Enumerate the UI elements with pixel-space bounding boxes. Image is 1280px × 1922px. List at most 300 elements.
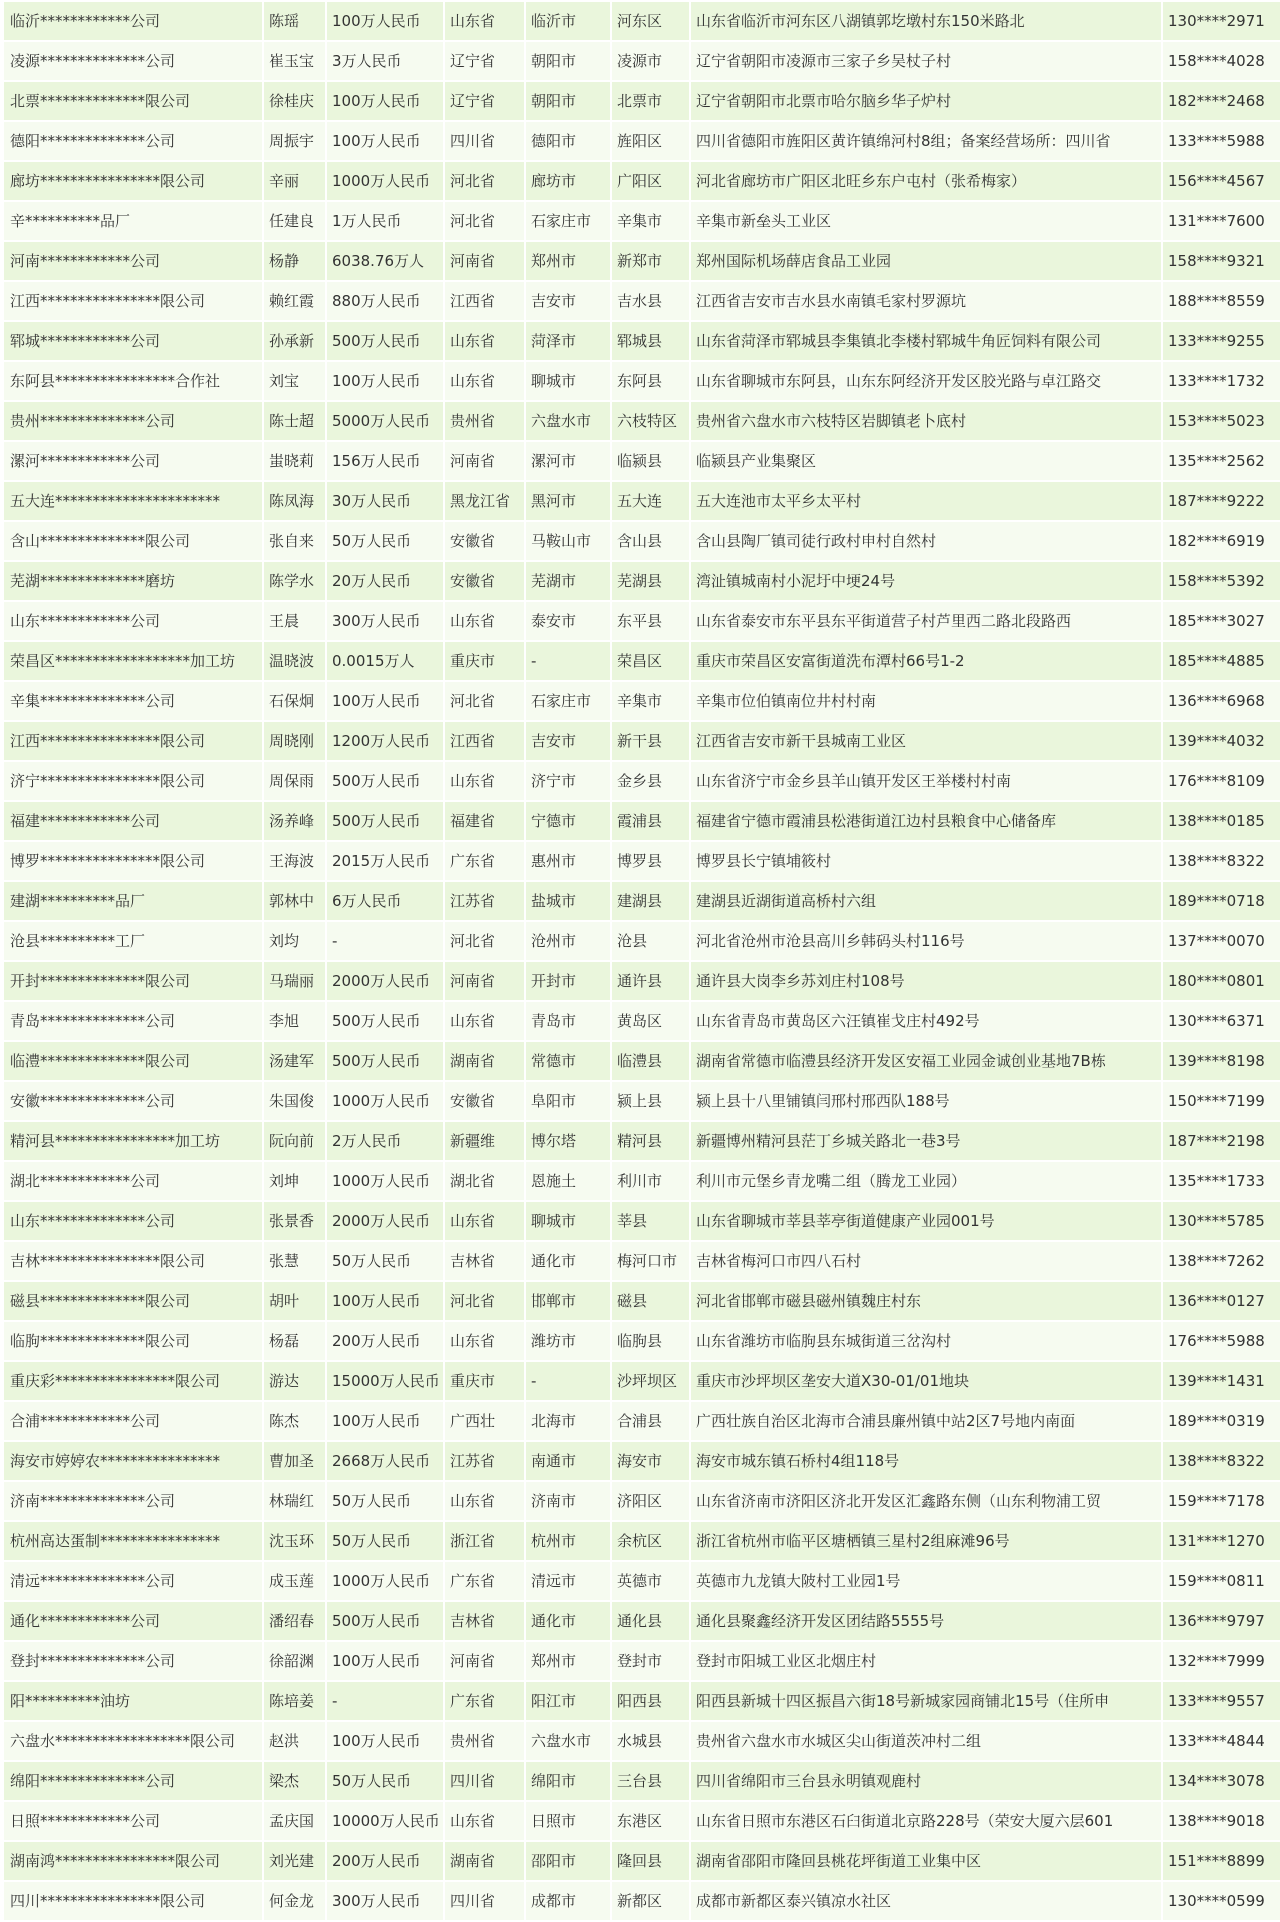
phone-cell: 189****0319 — [1163, 1402, 1280, 1440]
city-cell: 绵阳市 — [526, 1762, 610, 1800]
phone-cell: 139****8198 — [1163, 1042, 1280, 1080]
contact-cell: 孙承新 — [264, 322, 325, 360]
district-cell: 沧县 — [612, 922, 689, 960]
registered-capital-cell: 2668万人民币 — [327, 1442, 443, 1480]
contact-cell: 温晓波 — [264, 642, 325, 680]
phone-cell: 130****6371 — [1163, 1002, 1280, 1040]
city-cell: 漯河市 — [526, 442, 610, 480]
contact-cell: 徐韶渊 — [264, 1642, 325, 1680]
registered-capital-cell: 100万人民币 — [327, 1642, 443, 1680]
city-cell: 开封市 — [526, 962, 610, 1000]
city-cell: 清远市 — [526, 1562, 610, 1600]
city-cell: 博尔塔 — [526, 1122, 610, 1160]
province-cell: 湖南省 — [445, 1042, 524, 1080]
district-cell: 临澧县 — [612, 1042, 689, 1080]
company-name-cell: 漯河************公司 — [4, 442, 262, 480]
registered-capital-cell: 1万人民币 — [327, 202, 443, 240]
city-cell: 阳江市 — [526, 1682, 610, 1720]
city-cell: 北海市 — [526, 1402, 610, 1440]
province-cell: 山东省 — [445, 1002, 524, 1040]
registered-capital-cell: 500万人民币 — [327, 1042, 443, 1080]
company-name-cell: 沧县**********工厂 — [4, 922, 262, 960]
city-cell: 盐城市 — [526, 882, 610, 920]
registered-capital-cell: 1200万人民币 — [327, 722, 443, 760]
phone-cell: 136****9797 — [1163, 1602, 1280, 1640]
province-cell: 福建省 — [445, 802, 524, 840]
phone-cell: 136****0127 — [1163, 1282, 1280, 1320]
address-cell: 海安市城东镇石桥村4组118号 — [691, 1442, 1161, 1480]
phone-cell: 135****1733 — [1163, 1162, 1280, 1200]
province-cell: 四川省 — [445, 1762, 524, 1800]
address-cell: 山东省聊城市莘县莘亭街道健康产业园001号 — [691, 1202, 1161, 1240]
address-cell: 山东省泰安市东平县东平街道营子村芦里西二路北段路西 — [691, 602, 1161, 640]
registered-capital-cell: 50万人民币 — [327, 1762, 443, 1800]
registered-capital-cell: 5000万人民币 — [327, 402, 443, 440]
registered-capital-cell: 100万人民币 — [327, 2, 443, 40]
address-cell: 博罗县长宁镇埔筱村 — [691, 842, 1161, 880]
province-cell: 湖南省 — [445, 1842, 524, 1880]
contact-cell: 王晨 — [264, 602, 325, 640]
phone-cell: 153****5023 — [1163, 402, 1280, 440]
phone-cell: 131****1270 — [1163, 1522, 1280, 1560]
phone-cell: 189****0718 — [1163, 882, 1280, 920]
contact-cell: 胡叶 — [264, 1282, 325, 1320]
registered-capital-cell: 880万人民币 — [327, 282, 443, 320]
address-cell: 通许县大岗李乡苏刘庄村108号 — [691, 962, 1161, 1000]
contact-cell: 汤养峰 — [264, 802, 325, 840]
contact-cell: 成玉莲 — [264, 1562, 325, 1600]
address-cell: 河北省廊坊市广阳区北旺乡东户屯村（张希梅家） — [691, 162, 1161, 200]
district-cell: 三台县 — [612, 1762, 689, 1800]
address-cell: 湾沚镇城南村小泥圩中埂24号 — [691, 562, 1161, 600]
phone-cell: 138****7262 — [1163, 1242, 1280, 1280]
company-name-cell: 河南************公司 — [4, 242, 262, 280]
phone-cell: 139****4032 — [1163, 722, 1280, 760]
province-cell: 广西壮 — [445, 1402, 524, 1440]
contact-cell: 刘光建 — [264, 1842, 325, 1880]
district-cell: 合浦县 — [612, 1402, 689, 1440]
contact-cell: 李旭 — [264, 1002, 325, 1040]
district-cell: 临朐县 — [612, 1322, 689, 1360]
district-cell: 辛集市 — [612, 202, 689, 240]
contact-cell: 周振宇 — [264, 122, 325, 160]
company-name-cell: 山东************公司 — [4, 602, 262, 640]
district-cell: 济阳区 — [612, 1482, 689, 1520]
company-name-cell: 青岛**************公司 — [4, 1002, 262, 1040]
registered-capital-cell: 1000万人民币 — [327, 1162, 443, 1200]
province-cell: 辽宁省 — [445, 82, 524, 120]
registered-capital-cell: 156万人民币 — [327, 442, 443, 480]
city-cell: 廊坊市 — [526, 162, 610, 200]
company-name-cell: 辛**********品厂 — [4, 202, 262, 240]
province-cell: 江苏省 — [445, 1442, 524, 1480]
address-cell: 登封市阳城工业区北烟庄村 — [691, 1642, 1161, 1680]
company-name-cell: 杭州高达蛋制**************** — [4, 1522, 262, 1560]
district-cell: 含山县 — [612, 522, 689, 560]
district-cell: 郓城县 — [612, 322, 689, 360]
company-name-cell: 合浦************公司 — [4, 1402, 262, 1440]
registered-capital-cell: 2015万人民币 — [327, 842, 443, 880]
phone-cell: 131****7600 — [1163, 202, 1280, 240]
address-cell: 利川市元堡乡青龙嘴二组（腾龙工业园） — [691, 1162, 1161, 1200]
contact-cell: 汤建军 — [264, 1042, 325, 1080]
district-cell: 通化县 — [612, 1602, 689, 1640]
contact-cell: 任建良 — [264, 202, 325, 240]
address-cell: 江西省吉安市吉水县水南镇毛家村罗源坑 — [691, 282, 1161, 320]
province-cell: 山东省 — [445, 1802, 524, 1840]
address-cell: 河北省沧州市沧县高川乡韩码头村116号 — [691, 922, 1161, 960]
city-cell: 济宁市 — [526, 762, 610, 800]
province-cell: 贵州省 — [445, 1722, 524, 1760]
address-cell: 山东省临沂市河东区八湖镇郭圪墩村东150米路北 — [691, 2, 1161, 40]
address-cell: 郑州国际机场薛店食品工业园 — [691, 242, 1161, 280]
registered-capital-cell: 100万人民币 — [327, 1402, 443, 1440]
district-cell: 吉水县 — [612, 282, 689, 320]
company-name-cell: 东阿县****************合作社 — [4, 362, 262, 400]
city-cell: 通化市 — [526, 1242, 610, 1280]
registered-capital-cell: 100万人民币 — [327, 362, 443, 400]
phone-cell: 132****7999 — [1163, 1642, 1280, 1680]
address-cell: 贵州省六盘水市六枝特区岩脚镇老卜底村 — [691, 402, 1161, 440]
phone-cell: 130****5785 — [1163, 1202, 1280, 1240]
contact-cell: 朱国俊 — [264, 1082, 325, 1120]
contact-cell: 辛丽 — [264, 162, 325, 200]
city-cell: 朝阳市 — [526, 42, 610, 80]
city-cell: 青岛市 — [526, 1002, 610, 1040]
city-cell: 菏泽市 — [526, 322, 610, 360]
company-name-cell: 六盘水******************限公司 — [4, 1722, 262, 1760]
contact-cell: 梁杰 — [264, 1762, 325, 1800]
contact-cell: 张自来 — [264, 522, 325, 560]
province-cell: 安徽省 — [445, 1082, 524, 1120]
company-name-cell: 临朐**************限公司 — [4, 1322, 262, 1360]
province-cell: 广东省 — [445, 1682, 524, 1720]
company-name-cell: 四川****************限公司 — [4, 1882, 262, 1920]
city-cell: 朝阳市 — [526, 82, 610, 120]
district-cell: 广阳区 — [612, 162, 689, 200]
company-name-cell: 含山**************限公司 — [4, 522, 262, 560]
city-cell: 石家庄市 — [526, 202, 610, 240]
province-cell: 安徽省 — [445, 562, 524, 600]
company-name-cell: 阳**********油坊 — [4, 1682, 262, 1720]
district-cell: 东港区 — [612, 1802, 689, 1840]
company-name-cell: 重庆彩****************限公司 — [4, 1362, 262, 1400]
company-name-cell: 贵州**************公司 — [4, 402, 262, 440]
company-name-cell: 五大连********************** — [4, 482, 262, 520]
address-cell: 湖南省邵阳市隆回县桃花坪街道工业集中区 — [691, 1842, 1161, 1880]
address-cell: 重庆市荣昌区安富街道洗布潭村66号1-2 — [691, 642, 1161, 680]
address-cell: 辛集市新垒头工业区 — [691, 202, 1161, 240]
address-cell: 广西壮族自治区北海市合浦县廉州镇中站2区7号地内南面 — [691, 1402, 1161, 1440]
province-cell: 江西省 — [445, 722, 524, 760]
city-cell: 聊城市 — [526, 362, 610, 400]
company-name-cell: 清远**************公司 — [4, 1562, 262, 1600]
district-cell: 东平县 — [612, 602, 689, 640]
phone-cell: 185****3027 — [1163, 602, 1280, 640]
company-name-cell: 建湖**********品厂 — [4, 882, 262, 920]
company-name-cell: 登封**************公司 — [4, 1642, 262, 1680]
address-cell: 新疆博州精河县茫丁乡城关路北一巷3号 — [691, 1122, 1161, 1160]
district-cell: 余杭区 — [612, 1522, 689, 1560]
company-name-cell: 江西****************限公司 — [4, 722, 262, 760]
address-cell: 通化县聚鑫经济开发区团结路5555号 — [691, 1602, 1161, 1640]
address-cell: 山东省青岛市黄岛区六汪镇崔戈庄村492号 — [691, 1002, 1161, 1040]
company-name-cell: 辛集**************公司 — [4, 682, 262, 720]
city-cell: 聊城市 — [526, 1202, 610, 1240]
registered-capital-cell: 100万人民币 — [327, 82, 443, 120]
city-cell: 成都市 — [526, 1882, 610, 1920]
address-cell: 辽宁省朝阳市北票市哈尔脑乡华子炉村 — [691, 82, 1161, 120]
phone-cell: 130****2971 — [1163, 2, 1280, 40]
phone-cell: 156****4567 — [1163, 162, 1280, 200]
city-cell: 沧州市 — [526, 922, 610, 960]
province-cell: 吉林省 — [445, 1602, 524, 1640]
address-cell: 山东省济宁市金乡县羊山镇开发区王举楼村村南 — [691, 762, 1161, 800]
city-cell: 阜阳市 — [526, 1082, 610, 1120]
province-cell: 广东省 — [445, 1562, 524, 1600]
phone-cell: 133****9255 — [1163, 322, 1280, 360]
company-name-cell: 海安市婷婷农**************** — [4, 1442, 262, 1480]
city-cell: - — [526, 1362, 610, 1400]
phone-cell: 182****2468 — [1163, 82, 1280, 120]
district-cell: 黄岛区 — [612, 1002, 689, 1040]
registered-capital-cell: 15000万人民币 — [327, 1362, 443, 1400]
district-cell: 莘县 — [612, 1202, 689, 1240]
address-cell: 四川省绵阳市三台县永明镇观鹿村 — [691, 1762, 1161, 1800]
district-cell: 北票市 — [612, 82, 689, 120]
phone-cell: 135****2562 — [1163, 442, 1280, 480]
company-name-cell: 廊坊****************限公司 — [4, 162, 262, 200]
registered-capital-cell: 6万人民币 — [327, 882, 443, 920]
phone-cell: 138****9018 — [1163, 1802, 1280, 1840]
phone-cell: 133****5988 — [1163, 122, 1280, 160]
district-cell: 芜湖县 — [612, 562, 689, 600]
registered-capital-cell: 50万人民币 — [327, 1242, 443, 1280]
district-cell: 霞浦县 — [612, 802, 689, 840]
phone-cell: 134****3078 — [1163, 1762, 1280, 1800]
province-cell: 河南省 — [445, 242, 524, 280]
contact-cell: 张景香 — [264, 1202, 325, 1240]
district-cell: 沙坪坝区 — [612, 1362, 689, 1400]
registered-capital-cell: 2000万人民币 — [327, 1202, 443, 1240]
city-cell: 济南市 — [526, 1482, 610, 1520]
address-cell: 浙江省杭州市临平区塘栖镇三星村2组麻滩96号 — [691, 1522, 1161, 1560]
registered-capital-cell: 1000万人民币 — [327, 1082, 443, 1120]
city-cell: 马鞍山市 — [526, 522, 610, 560]
contact-cell: 马瑞丽 — [264, 962, 325, 1000]
city-cell: 石家庄市 — [526, 682, 610, 720]
city-cell: 邯郸市 — [526, 1282, 610, 1320]
city-cell: 泰安市 — [526, 602, 610, 640]
province-cell: 四川省 — [445, 1882, 524, 1920]
district-cell: 河东区 — [612, 2, 689, 40]
phone-cell: 133****9557 — [1163, 1682, 1280, 1720]
company-name-cell: 湖北************公司 — [4, 1162, 262, 1200]
address-cell: 山东省潍坊市临朐县东城街道三岔沟村 — [691, 1322, 1161, 1360]
phone-cell: 138****0185 — [1163, 802, 1280, 840]
registered-capital-cell: 300万人民币 — [327, 1882, 443, 1920]
province-cell: 江苏省 — [445, 882, 524, 920]
company-name-cell: 济宁****************限公司 — [4, 762, 262, 800]
phone-cell: 139****1431 — [1163, 1362, 1280, 1400]
contact-cell: 杨静 — [264, 242, 325, 280]
address-cell: 建湖县近湖街道高桥村六组 — [691, 882, 1161, 920]
company-name-cell: 北票**************限公司 — [4, 82, 262, 120]
city-cell: 六盘水市 — [526, 402, 610, 440]
city-cell: 芜湖市 — [526, 562, 610, 600]
phone-cell: 150****7199 — [1163, 1082, 1280, 1120]
phone-cell: 185****4885 — [1163, 642, 1280, 680]
district-cell: 通许县 — [612, 962, 689, 1000]
district-cell: 博罗县 — [612, 842, 689, 880]
registered-capital-cell: 50万人民币 — [327, 522, 443, 560]
contact-cell: 郭林中 — [264, 882, 325, 920]
company-name-cell: 芜湖**************磨坊 — [4, 562, 262, 600]
company-name-cell: 临澧**************限公司 — [4, 1042, 262, 1080]
address-cell: 成都市新都区泰兴镇凉水社区 — [691, 1882, 1161, 1920]
district-cell: 临颍县 — [612, 442, 689, 480]
province-cell: 四川省 — [445, 122, 524, 160]
city-cell: 德阳市 — [526, 122, 610, 160]
contact-cell: 陈凤海 — [264, 482, 325, 520]
company-name-cell: 郓城************公司 — [4, 322, 262, 360]
district-cell: 五大连 — [612, 482, 689, 520]
company-table — [4, 2, 1276, 1922]
company-name-cell: 济南**************公司 — [4, 1482, 262, 1520]
registered-capital-cell: 10000万人民币 — [327, 1802, 443, 1840]
district-cell: 颍上县 — [612, 1082, 689, 1120]
city-cell: 惠州市 — [526, 842, 610, 880]
company-name-cell: 安徽**************公司 — [4, 1082, 262, 1120]
address-cell: 山东省聊城市东阿县，山东东阿经济开发区胶光路与卓江路交 — [691, 362, 1161, 400]
district-cell: 利川市 — [612, 1162, 689, 1200]
province-cell: 河南省 — [445, 1642, 524, 1680]
company-name-cell: 德阳**************公司 — [4, 122, 262, 160]
contact-cell: 陈士超 — [264, 402, 325, 440]
province-cell: 河北省 — [445, 202, 524, 240]
address-cell: 临颍县产业集聚区 — [691, 442, 1161, 480]
province-cell: 河北省 — [445, 682, 524, 720]
city-cell: 通化市 — [526, 1602, 610, 1640]
contact-cell: 沈玉环 — [264, 1522, 325, 1560]
company-name-cell: 精河县****************加工坊 — [4, 1122, 262, 1160]
phone-cell: 133****1732 — [1163, 362, 1280, 400]
province-cell: 重庆市 — [445, 642, 524, 680]
address-cell: 四川省德阳市旌阳区黄许镇绵河村8组；备案经营场所：四川省 — [691, 122, 1161, 160]
city-cell: 六盘水市 — [526, 1722, 610, 1760]
address-cell: 颍上县十八里铺镇闫邢村邢西队188号 — [691, 1082, 1161, 1120]
company-name-cell: 荣昌区******************加工坊 — [4, 642, 262, 680]
address-cell: 山东省日照市东港区石臼街道北京路228号（荣安大厦六层601 — [691, 1802, 1161, 1840]
phone-cell: 180****0801 — [1163, 962, 1280, 1000]
address-cell: 河北省邯郸市磁县磁州镇魏庄村东 — [691, 1282, 1161, 1320]
contact-cell: 潘绍春 — [264, 1602, 325, 1640]
phone-cell: 159****0811 — [1163, 1562, 1280, 1600]
address-cell: 吉林省梅河口市四八石村 — [691, 1242, 1161, 1280]
address-cell: 湖南省常德市临澧县经济开发区安福工业园金诚创业基地7B栋 — [691, 1042, 1161, 1080]
address-cell: 阳西县新城十四区振昌六街18号新城家园商铺北15号（住所申 — [691, 1682, 1161, 1720]
address-cell: 辛集市位伯镇南位井村村南 — [691, 682, 1161, 720]
registered-capital-cell: 500万人民币 — [327, 802, 443, 840]
registered-capital-cell: 1000万人民币 — [327, 162, 443, 200]
district-cell: 阳西县 — [612, 1682, 689, 1720]
province-cell: 重庆市 — [445, 1362, 524, 1400]
phone-cell: 176****8109 — [1163, 762, 1280, 800]
registered-capital-cell: 6038.76万人 — [327, 242, 443, 280]
city-cell: 吉安市 — [526, 282, 610, 320]
registered-capital-cell: 300万人民币 — [327, 602, 443, 640]
district-cell: 东阿县 — [612, 362, 689, 400]
registered-capital-cell: 500万人民币 — [327, 762, 443, 800]
company-name-cell: 通化************公司 — [4, 1602, 262, 1640]
phone-cell: 138****8322 — [1163, 842, 1280, 880]
registered-capital-cell: 50万人民币 — [327, 1482, 443, 1520]
registered-capital-cell: 0.0015万人 — [327, 642, 443, 680]
province-cell: 贵州省 — [445, 402, 524, 440]
district-cell: 新都区 — [612, 1882, 689, 1920]
registered-capital-cell: 2万人民币 — [327, 1122, 443, 1160]
contact-cell: 杨磊 — [264, 1322, 325, 1360]
contact-cell: 张慧 — [264, 1242, 325, 1280]
district-cell: 金乡县 — [612, 762, 689, 800]
phone-cell: 188****8559 — [1163, 282, 1280, 320]
registered-capital-cell: 500万人民币 — [327, 1002, 443, 1040]
registered-capital-cell: 100万人民币 — [327, 1722, 443, 1760]
contact-cell: 刘均 — [264, 922, 325, 960]
district-cell: 精河县 — [612, 1122, 689, 1160]
contact-cell: 刘坤 — [264, 1162, 325, 1200]
address-cell: 山东省菏泽市郓城县李集镇北李楼村郓城牛角匠饲料有限公司 — [691, 322, 1161, 360]
province-cell: 山东省 — [445, 1322, 524, 1360]
city-cell: 郑州市 — [526, 242, 610, 280]
province-cell: 吉林省 — [445, 1242, 524, 1280]
registered-capital-cell: 20万人民币 — [327, 562, 443, 600]
province-cell: 浙江省 — [445, 1522, 524, 1560]
province-cell: 河北省 — [445, 922, 524, 960]
address-cell: 贵州省六盘水市水城区尖山街道茨冲村二组 — [691, 1722, 1161, 1760]
district-cell: 新郑市 — [612, 242, 689, 280]
contact-cell: 周保雨 — [264, 762, 325, 800]
address-cell: 英德市九龙镇大陂村工业园1号 — [691, 1562, 1161, 1600]
city-cell: 宁德市 — [526, 802, 610, 840]
district-cell: 磁县 — [612, 1282, 689, 1320]
district-cell: 新干县 — [612, 722, 689, 760]
registered-capital-cell: 50万人民币 — [327, 1522, 443, 1560]
phone-cell: 137****0070 — [1163, 922, 1280, 960]
province-cell: 广东省 — [445, 842, 524, 880]
phone-cell: 136****6968 — [1163, 682, 1280, 720]
city-cell: 邵阳市 — [526, 1842, 610, 1880]
contact-cell: 周晓刚 — [264, 722, 325, 760]
registered-capital-cell: - — [327, 1682, 443, 1720]
contact-cell: 陈杰 — [264, 1402, 325, 1440]
registered-capital-cell: 1000万人民币 — [327, 1562, 443, 1600]
province-cell: 河南省 — [445, 962, 524, 1000]
province-cell: 山东省 — [445, 1202, 524, 1240]
district-cell: 隆回县 — [612, 1842, 689, 1880]
registered-capital-cell: 500万人民币 — [327, 322, 443, 360]
district-cell: 荣昌区 — [612, 642, 689, 680]
company-name-cell: 绵阳**************公司 — [4, 1762, 262, 1800]
registered-capital-cell: 200万人民币 — [327, 1322, 443, 1360]
registered-capital-cell: 500万人民币 — [327, 1602, 443, 1640]
province-cell: 河北省 — [445, 1282, 524, 1320]
registered-capital-cell: 3万人民币 — [327, 42, 443, 80]
province-cell: 河北省 — [445, 162, 524, 200]
city-cell: 恩施土 — [526, 1162, 610, 1200]
province-cell: 山东省 — [445, 1482, 524, 1520]
province-cell: 山东省 — [445, 362, 524, 400]
